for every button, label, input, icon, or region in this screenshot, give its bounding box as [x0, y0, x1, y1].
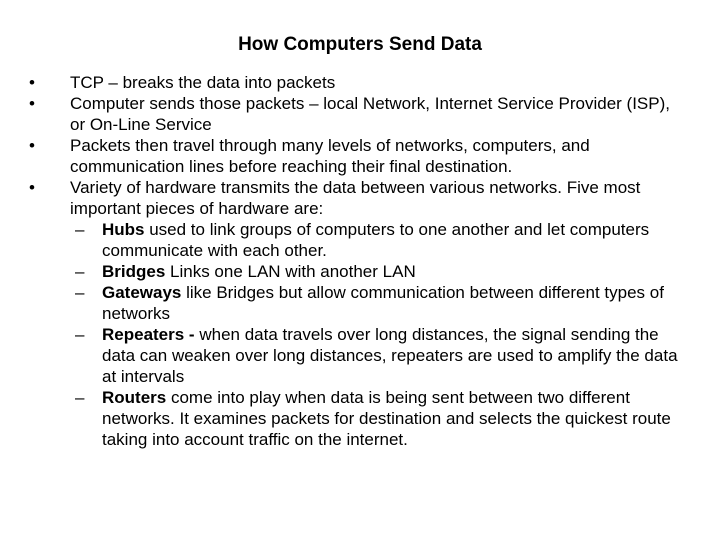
bullet-text: Packets then travel through many levels of networks, computers, and communication lines before reaching their final destination.	[70, 136, 590, 176]
sub-item-term: Repeaters -	[102, 325, 195, 344]
bullet-icon: •	[29, 94, 35, 113]
bullet-text: TCP – breaks the data into packets	[70, 73, 336, 92]
bullet-item-packets-travel	[0, 135, 720, 177]
bullet-item-computer-sends	[0, 93, 720, 135]
sub-item-text: used to link groups of computers to one another and let computers communicate with each other.	[102, 220, 650, 260]
bullet-item-tcp	[0, 72, 720, 93]
sub-item-bridges	[0, 261, 720, 282]
sub-item-gateways	[0, 282, 720, 324]
dash-icon: –	[75, 325, 85, 344]
sub-item-hubs	[0, 219, 720, 261]
dash-icon: –	[75, 388, 85, 407]
sub-item-text: when data travels over long distances, the signal sending the data can weaken over long distances, repeaters are used to amplify the data at intervals	[102, 325, 678, 386]
slide-content	[0, 72, 720, 450]
sub-item-text: like Bridges but allow communication between different types of networks	[102, 283, 664, 323]
bullet-item-hardware	[0, 177, 720, 219]
sub-item-routers	[0, 387, 720, 450]
sub-item-term: Routers	[102, 388, 167, 407]
bullet-icon: •	[29, 73, 35, 92]
bullet-icon: •	[29, 136, 35, 155]
bullet-text: Variety of hardware transmits the data between various networks. Five most important pieces of hardware are:	[70, 178, 641, 218]
slide-title: How Computers Send Data	[238, 34, 482, 55]
bullet-text: Computer sends those packets – local Network, Internet Service Provider (ISP), or On-Line Service	[70, 94, 670, 134]
bullet-icon: •	[29, 178, 35, 197]
sub-item-repeaters	[0, 324, 720, 387]
dash-icon: –	[75, 262, 85, 281]
dash-icon: –	[75, 283, 85, 302]
sub-item-term: Gateways	[102, 283, 182, 302]
dash-icon: –	[75, 220, 85, 239]
sub-item-term: Bridges	[102, 262, 166, 281]
sub-item-term: Hubs	[102, 220, 145, 239]
sub-item-text: come into play when data is being sent between two different networks. It examines packets for destination and selects the quickest route taking into account traffic on the internet.	[102, 388, 671, 449]
sub-item-text: Links one LAN with another LAN	[165, 262, 416, 281]
